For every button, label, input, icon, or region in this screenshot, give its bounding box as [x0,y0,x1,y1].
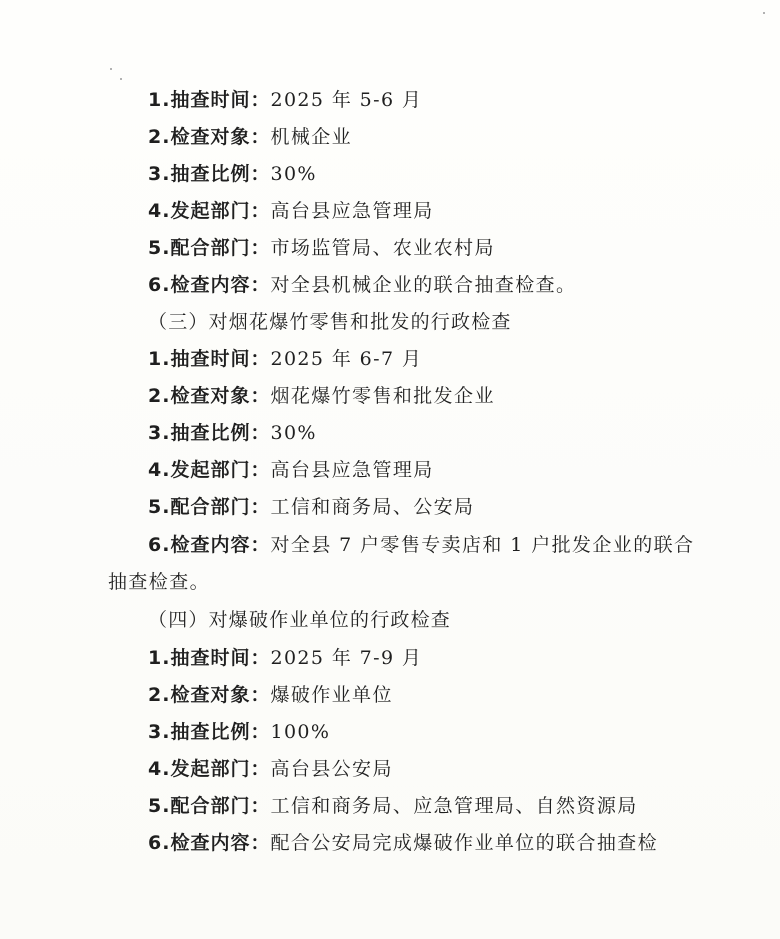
item-label: 5.配合部门： [148,237,271,259]
item-label: 5.配合部门： [148,496,271,518]
item-value: 高台县应急管理局 [270,459,434,481]
item-initiating-dept [148,458,434,482]
item-check-target [148,384,495,408]
item-check-time [148,646,422,670]
item-initiating-dept [148,199,434,223]
section-heading-4: （四）对爆破作业单位的行政检查 [148,609,452,631]
item-label: 4.发起部门： [148,758,271,780]
item-check-content [148,273,576,297]
item-check-target [148,125,352,149]
item-value: 机械企业 [270,126,353,148]
item-label: 2.检查对象： [148,126,271,148]
item-value: 工信和商务局、应急管理局、自然资源局 [270,795,638,817]
item-value: 配合公安局完成爆破作业单位的联合抽查检 [270,832,659,854]
item-cooperating-dept [148,495,474,519]
item-label: 6.检查内容： [148,274,271,296]
item-label: 1.抽查时间： [148,348,271,370]
item-value: 对全县 7 户零售专卖店和 1 户批发企业的联合 [270,534,695,556]
item-label: 3.抽查比例： [148,721,271,743]
section-heading-3: （三）对烟花爆竹零售和批发的行政检查 [148,311,512,333]
item-check-time [148,88,422,112]
item-value: 100% [270,721,331,743]
item-check-ratio [148,162,317,186]
item-label: 3.抽查比例： [148,422,271,444]
item-label: 4.发起部门： [148,459,271,481]
scan-speck [763,12,765,14]
item-cooperating-dept [148,794,638,818]
item-initiating-dept [148,757,393,781]
item-value: 30% [270,163,317,185]
item-value: 2025 年 5-6 月 [270,89,423,111]
item-check-content [148,831,658,855]
item-label: 3.抽查比例： [148,163,271,185]
scan-speck [120,78,122,80]
item-value: 2025 年 7-9 月 [270,647,423,669]
scan-speck [110,68,112,70]
item-label: 2.检查对象： [148,385,271,407]
item-label: 1.抽查时间： [148,89,271,111]
item-label: 2.检查对象： [148,684,271,706]
item-label: 4.发起部门： [148,200,271,222]
item-value: 烟花爆竹零售和批发企业 [270,385,495,407]
item-check-content-continued: 抽查检查。 [108,571,211,593]
item-check-target [148,683,393,707]
item-value: 工信和商务局、公安局 [270,496,475,518]
item-label: 6.检查内容： [148,832,271,854]
item-value: 爆破作业单位 [270,684,393,706]
item-label: 5.配合部门： [148,795,271,817]
item-label: 6.检查内容： [148,534,271,556]
item-check-ratio [148,421,317,445]
item-cooperating-dept [148,236,495,260]
item-check-ratio [148,720,330,744]
item-value: 市场监管局、农业农村局 [270,237,495,259]
item-check-content [148,533,694,557]
item-check-time [148,347,422,371]
item-value: 30% [270,422,317,444]
item-value: 高台县公安局 [270,758,393,780]
item-value: 2025 年 6-7 月 [270,348,423,370]
item-value: 对全县机械企业的联合抽查检查。 [270,274,577,296]
item-value: 高台县应急管理局 [270,200,434,222]
item-label: 1.抽查时间： [148,647,271,669]
